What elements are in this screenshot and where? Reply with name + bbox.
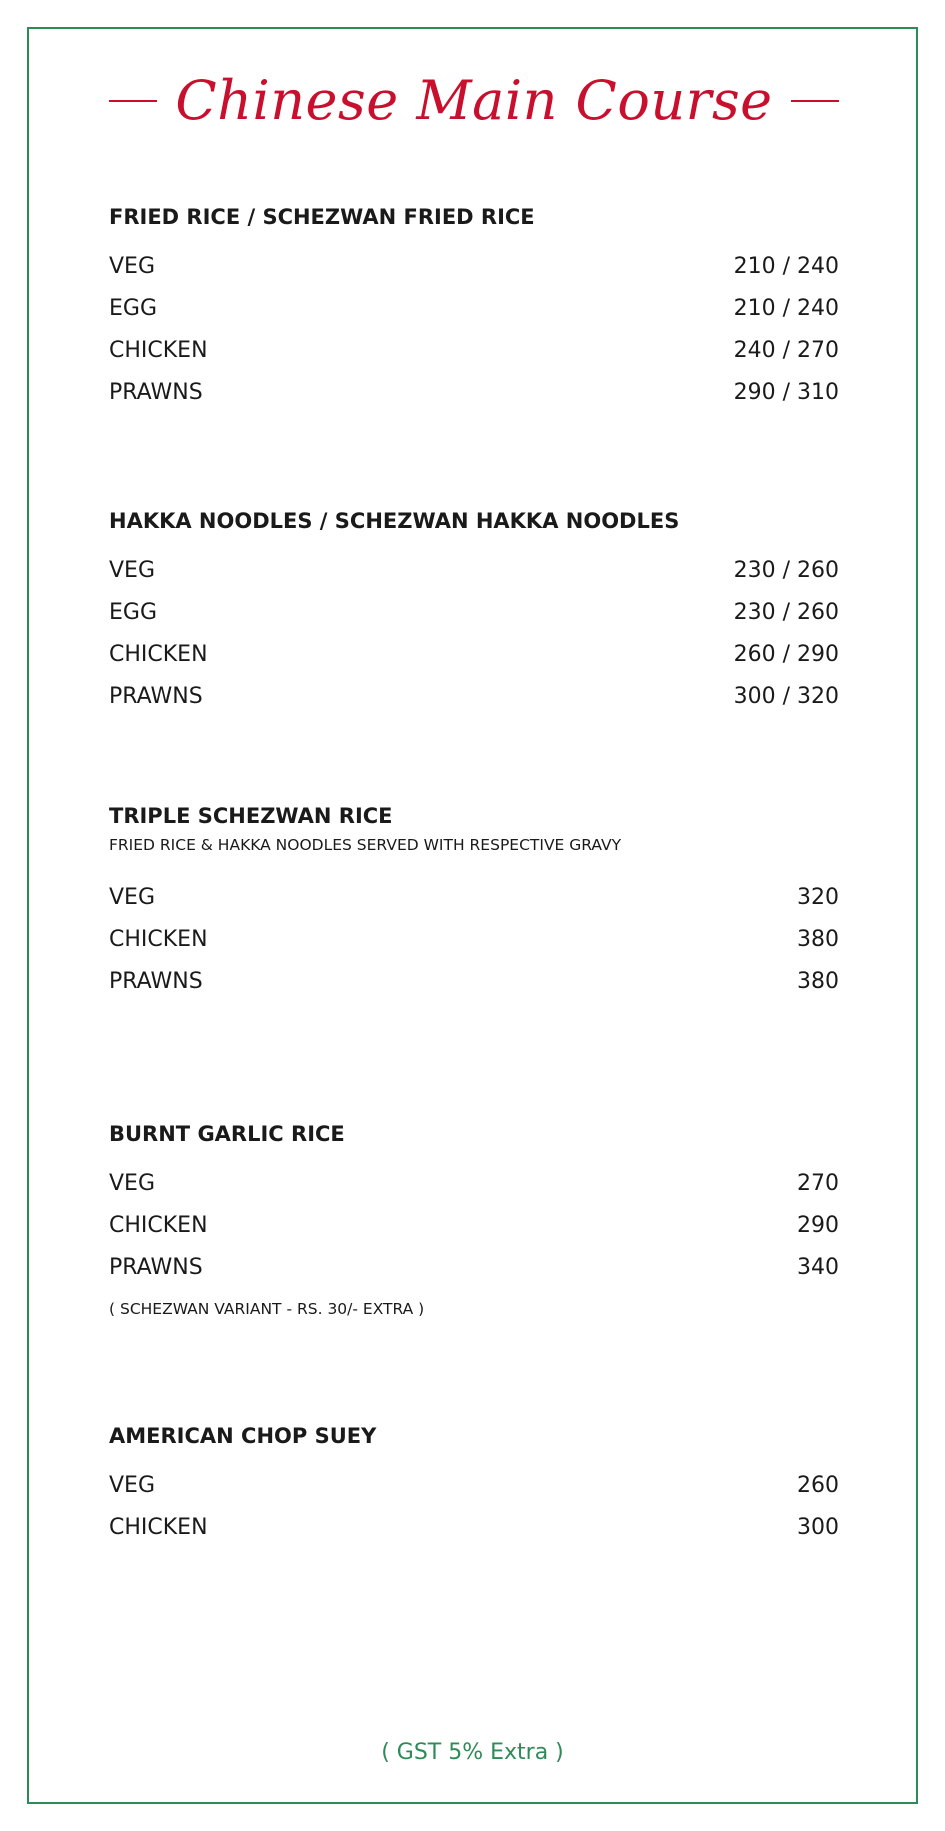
- title-rule-left: [109, 100, 157, 102]
- section-fried-rice: [109, 204, 839, 414]
- item-price: 260 / 290: [733, 642, 839, 667]
- menu-item: [109, 372, 839, 414]
- item-name: EGG: [109, 296, 157, 321]
- item-name: VEG: [109, 558, 155, 583]
- menu-item: [109, 246, 839, 288]
- section-title: HAKKA NOODLES / SCHEZWAN HAKKA NOODLES: [109, 509, 680, 533]
- item-price: 290: [797, 1213, 839, 1238]
- section-title: FRIED RICE / SCHEZWAN FRIED RICE: [109, 205, 535, 229]
- item-name: PRAWNS: [109, 1255, 203, 1280]
- section-title: AMERICAN CHOP SUEY: [109, 1424, 377, 1448]
- item-name: EGG: [109, 600, 157, 625]
- item-name: CHICKEN: [109, 1515, 208, 1540]
- item-price: 300: [797, 1515, 839, 1540]
- menu-item: [109, 1247, 839, 1289]
- item-name: CHICKEN: [109, 642, 208, 667]
- menu-item: [109, 1163, 839, 1205]
- item-name: VEG: [109, 254, 155, 279]
- section-burnt-garlic-rice: [109, 1121, 839, 1319]
- item-name: VEG: [109, 885, 155, 910]
- item-name: PRAWNS: [109, 380, 203, 405]
- item-name: PRAWNS: [109, 969, 203, 994]
- section-triple-schezwan-rice: [109, 803, 839, 1003]
- item-price: 380: [797, 927, 839, 952]
- item-price: 270: [797, 1171, 839, 1196]
- item-price: 340: [797, 1255, 839, 1280]
- item-name: CHICKEN: [109, 927, 208, 952]
- menu-item: [109, 877, 839, 919]
- gst-note: ( GST 5% Extra ): [381, 1740, 564, 1765]
- item-price: 210 / 240: [733, 254, 839, 279]
- item-price: 230 / 260: [733, 558, 839, 583]
- item-price: 210 / 240: [733, 296, 839, 321]
- section-hakka-noodles: [109, 508, 839, 718]
- menu-item: [109, 961, 839, 1003]
- menu-item: [109, 592, 839, 634]
- section-title: TRIPLE SCHEZWAN RICE: [109, 804, 393, 828]
- item-price: 300 / 320: [733, 684, 839, 709]
- menu-item: [109, 676, 839, 718]
- item-name: PRAWNS: [109, 684, 203, 709]
- menu-item: [109, 1465, 839, 1507]
- item-name: VEG: [109, 1171, 155, 1196]
- section-title: BURNT GARLIC RICE: [109, 1122, 345, 1146]
- menu-title: Chinese Main Course: [175, 69, 773, 132]
- menu-item: [109, 634, 839, 676]
- item-price: 380: [797, 969, 839, 994]
- item-name: VEG: [109, 1473, 155, 1498]
- section-american-chop-suey: [109, 1423, 839, 1549]
- section-footnote: ( SCHEZWAN VARIANT - RS. 30/- EXTRA ): [109, 1300, 425, 1318]
- item-price: 260: [797, 1473, 839, 1498]
- item-name: CHICKEN: [109, 1213, 208, 1238]
- title-rule-right: [791, 100, 839, 102]
- menu-item: [109, 550, 839, 592]
- menu-item: [109, 330, 839, 372]
- item-price: 240 / 270: [733, 338, 839, 363]
- menu-item: [109, 1205, 839, 1247]
- item-price: 320: [797, 885, 839, 910]
- item-name: CHICKEN: [109, 338, 208, 363]
- item-price: 230 / 260: [733, 600, 839, 625]
- menu-header: [109, 62, 839, 140]
- item-price: 290 / 310: [733, 380, 839, 405]
- menu-item: [109, 1507, 839, 1549]
- menu-item: [109, 919, 839, 961]
- menu-item: [109, 288, 839, 330]
- section-description: FRIED RICE & HAKKA NOODLES SERVED WITH RESPECTIVE GRAVY: [109, 836, 622, 854]
